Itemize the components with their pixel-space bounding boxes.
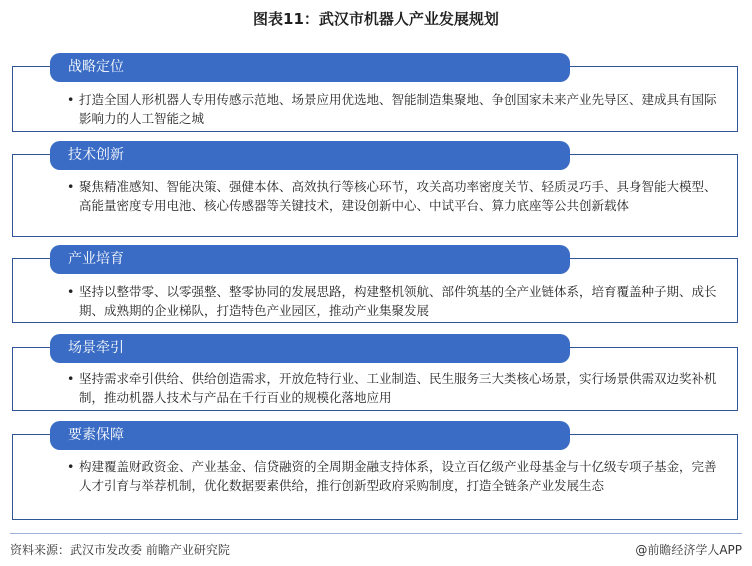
source-note: 资料来源：武汉市发改委 前瞻产业研究院 xyxy=(10,543,230,557)
section-text-content: 坚持需求牵引供给、供给创造需求，开放危特行业、工业制造、民生服务三大类核心场景，实行场景供需双边奖补机制，推动机器人技术与产品在千行百业的规模化落地应用 xyxy=(79,371,717,405)
chart-title: 图表11：武汉市机器人产业发展规划 xyxy=(253,10,499,28)
section-text-content: 打造全国人形机器人专用传感示范地、场景应用优选地、智能制造集聚地、争创国家未来产业先导区、建成具有国际影响力的人工智能之城 xyxy=(79,92,717,126)
section-header: 技术创新 xyxy=(50,141,570,170)
section-text xyxy=(67,457,717,495)
bullet-icon: • xyxy=(67,179,75,194)
bullet-icon: • xyxy=(67,459,75,474)
section-text-content: 聚焦精准感知、智能决策、强健本体、高效执行等核心环节，攻关高功率密度关节、轻质灵巧手、具身智能大模型、高能量密度专用电池、核心传感器等关键技术，建设创新中心、中试平台、算力底座等公共创新载体 xyxy=(79,179,717,213)
section-header: 产业培育 xyxy=(50,245,570,274)
section-text xyxy=(67,282,717,320)
bullet-icon: • xyxy=(67,371,75,386)
section-text-content: 坚持以整带零、以零强整、整零协同的发展思路，构建整机领航、部件筑基的全产业链体系，培育覆盖种子期、成长期、成熟期的企业梯队，打造特色产业园区，推动产业集聚发展 xyxy=(79,284,717,318)
section-header: 场景牵引 xyxy=(50,334,570,363)
section-text xyxy=(67,177,717,215)
section-header: 要素保障 xyxy=(50,421,570,450)
bullet-icon: • xyxy=(67,92,75,107)
section-text xyxy=(67,90,717,128)
bullet-icon: • xyxy=(67,284,75,299)
footer-divider xyxy=(10,533,742,534)
section-text xyxy=(67,369,717,407)
section-header: 战略定位 xyxy=(50,53,570,82)
section-text-content: 构建覆盖财政资金、产业基金、信贷融资的全周期金融支持体系，设立百亿级产业母基金与十亿级专项子基金，完善人才引育与举荐机制，优化数据要素供给，推行创新型政府采购制度，打造全链条产业发展生态 xyxy=(79,459,717,493)
credit-note: @前瞻经济学人APP xyxy=(635,543,742,557)
